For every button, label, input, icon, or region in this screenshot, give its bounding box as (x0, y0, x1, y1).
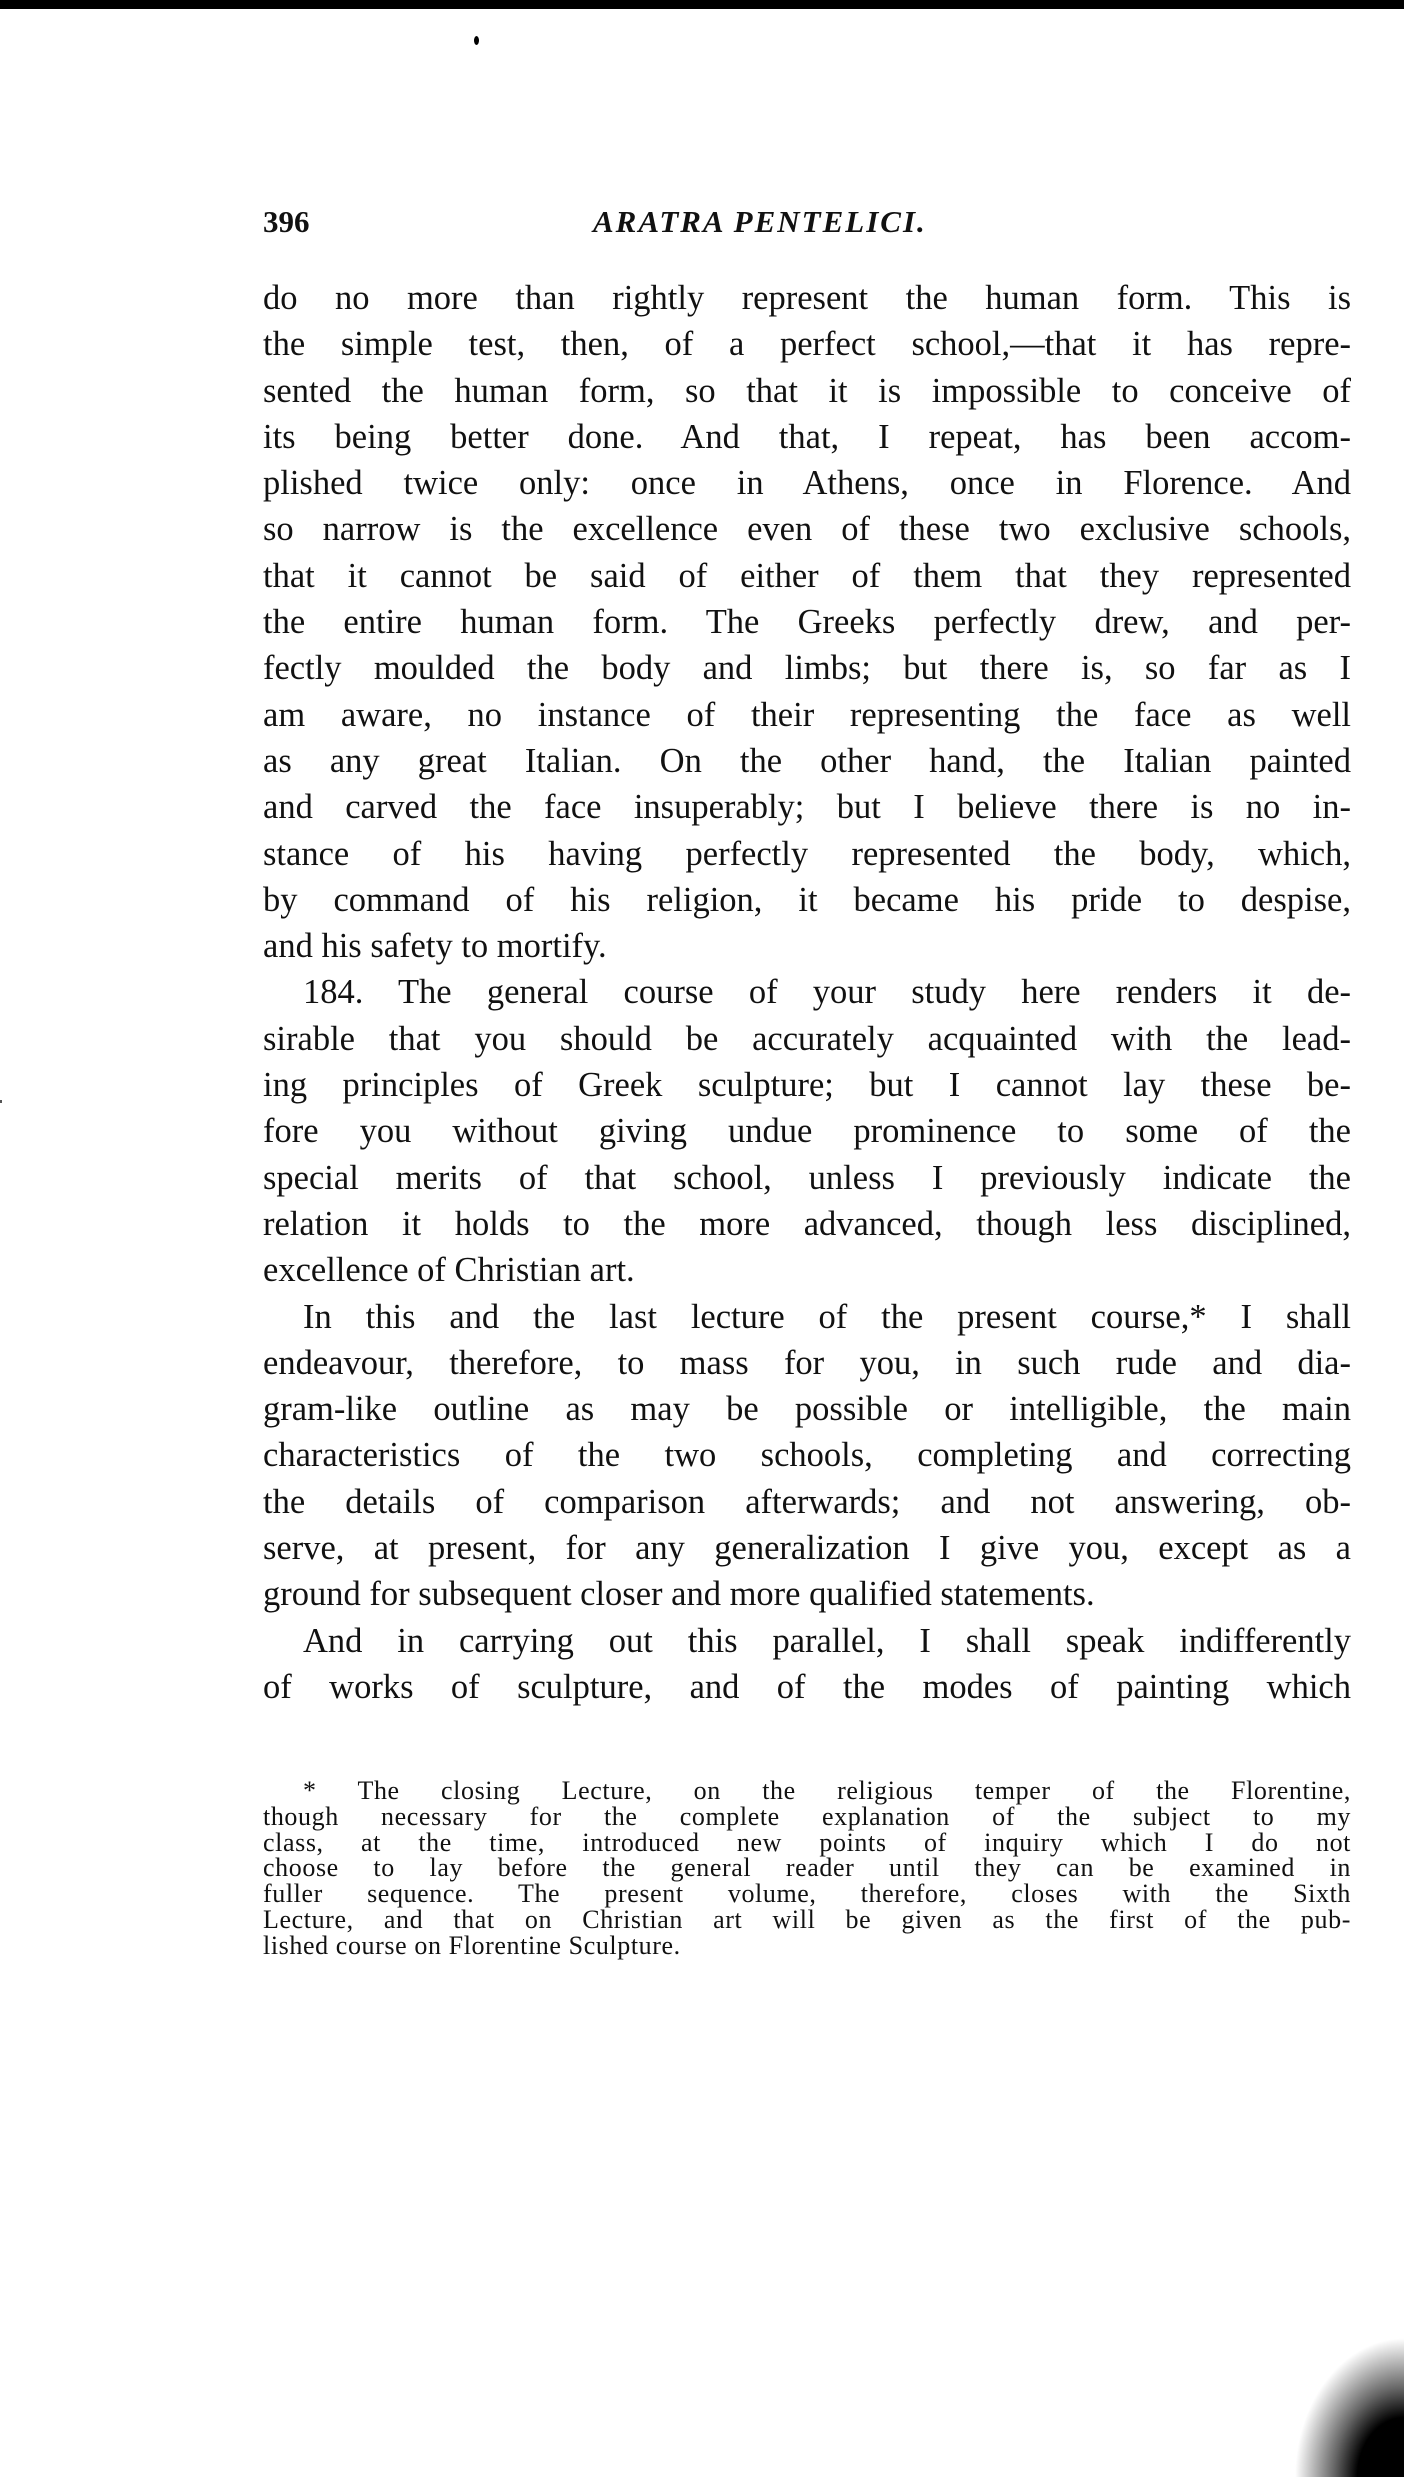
footnote-line: choose to lay before the general reader until they can be examined in (263, 1853, 1351, 1883)
paragraph-continued (263, 275, 1351, 969)
text-line: gram-like outline as may be possible or intelligible, the main (263, 1390, 1351, 1429)
text-line: fore you without giving undue prominence to some of the (263, 1112, 1351, 1151)
text-line: of works of sculpture, and of the modes of painting which (263, 1667, 1351, 1706)
paragraph-parallel (263, 1618, 1351, 1711)
text-line: sented the human form, so that it is impossible to conceive of (263, 371, 1351, 410)
footnote-line: fuller sequence. The present volume, therefore, closes with the Sixth (263, 1879, 1351, 1909)
page-number: 396 (263, 204, 310, 239)
text-line: plished twice only: once in Athens, once in Florence. And (263, 464, 1351, 503)
text-line: And in carrying out this parallel, I shall speak indifferently (303, 1621, 1351, 1660)
footnote (263, 1778, 1351, 1959)
scan-speck (474, 36, 479, 45)
text-line: the simple test, then, of a perfect school,—that it has repre- (263, 325, 1351, 364)
text-line: relation it holds to the more advanced, though less disciplined, (263, 1204, 1351, 1243)
text-line: stance of his having perfectly represented the body, which, (263, 834, 1351, 873)
text-line: ing principles of Greek sculpture; but I cannot lay these be- (263, 1066, 1351, 1105)
text-line: its being better done. And that, I repeat, has been accom- (263, 417, 1351, 456)
running-head (263, 204, 1351, 244)
scan-top-edge (0, 0, 1404, 9)
text-line: that it cannot be said of either of them that they represented (263, 556, 1351, 595)
text-line: 184. The general course of your study here renders it de- (303, 973, 1351, 1012)
text-line: fectly moulded the body and limbs; but there is, so far as I (263, 649, 1351, 688)
footnote-line: * The closing Lecture, on the religious temper of the Florentine, (303, 1776, 1351, 1805)
text-line: ground for subsequent closer and more qualified statements. (263, 1575, 1095, 1614)
text-line: and his safety to mortify. (263, 927, 607, 966)
text-line: by command of his religion, it became his pride to despise, (263, 880, 1351, 919)
paragraph-lecture-plan (263, 1294, 1351, 1618)
text-line: am aware, no instance of their representing the face as well (263, 695, 1351, 734)
running-title: ARATRA PENTELICI. (593, 204, 927, 239)
text-line: the entire human form. The Greeks perfectly drew, and per- (263, 603, 1351, 642)
footnote-line: class, at the time, introduced new points of inquiry which I do not (263, 1827, 1351, 1857)
footnote-line: though necessary for the complete explanation of the subject to my (263, 1801, 1351, 1831)
text-line: the details of comparison afterwards; and not answering, ob- (263, 1482, 1351, 1521)
text-line: special merits of that school, unless I previously indicate the (263, 1158, 1351, 1197)
footnote-line: Lecture, and that on Christian art will be given as the first of the pub- (263, 1904, 1351, 1934)
text-line: as any great Italian. On the other hand, the Italian painted (263, 741, 1351, 780)
paragraph-184 (263, 969, 1351, 1293)
scan-edge-mark (0, 1100, 2, 1103)
body-text (263, 275, 1351, 1710)
scan-corner-shadow (1294, 2337, 1404, 2477)
text-line: so narrow is the excellence even of these two exclusive schools, (263, 510, 1351, 549)
text-line: do no more than rightly represent the human form. This is (263, 279, 1351, 317)
text-line: excellence of Christian art. (263, 1251, 635, 1290)
text-line: sirable that you should be accurately acquainted with the lead- (263, 1019, 1351, 1058)
text-line: endeavour, therefore, to mass for you, in such rude and dia- (263, 1343, 1351, 1382)
text-line: serve, at present, for any generalization I give you, except as a (263, 1529, 1351, 1568)
text-line: In this and the last lecture of the present course,* I shall (303, 1297, 1351, 1336)
text-line: characteristics of the two schools, completing and correcting (263, 1436, 1351, 1475)
footnote-line: lished course on Florentine Sculpture. (263, 1930, 681, 1960)
text-line: and carved the face insuperably; but I believe there is no in- (263, 788, 1351, 827)
